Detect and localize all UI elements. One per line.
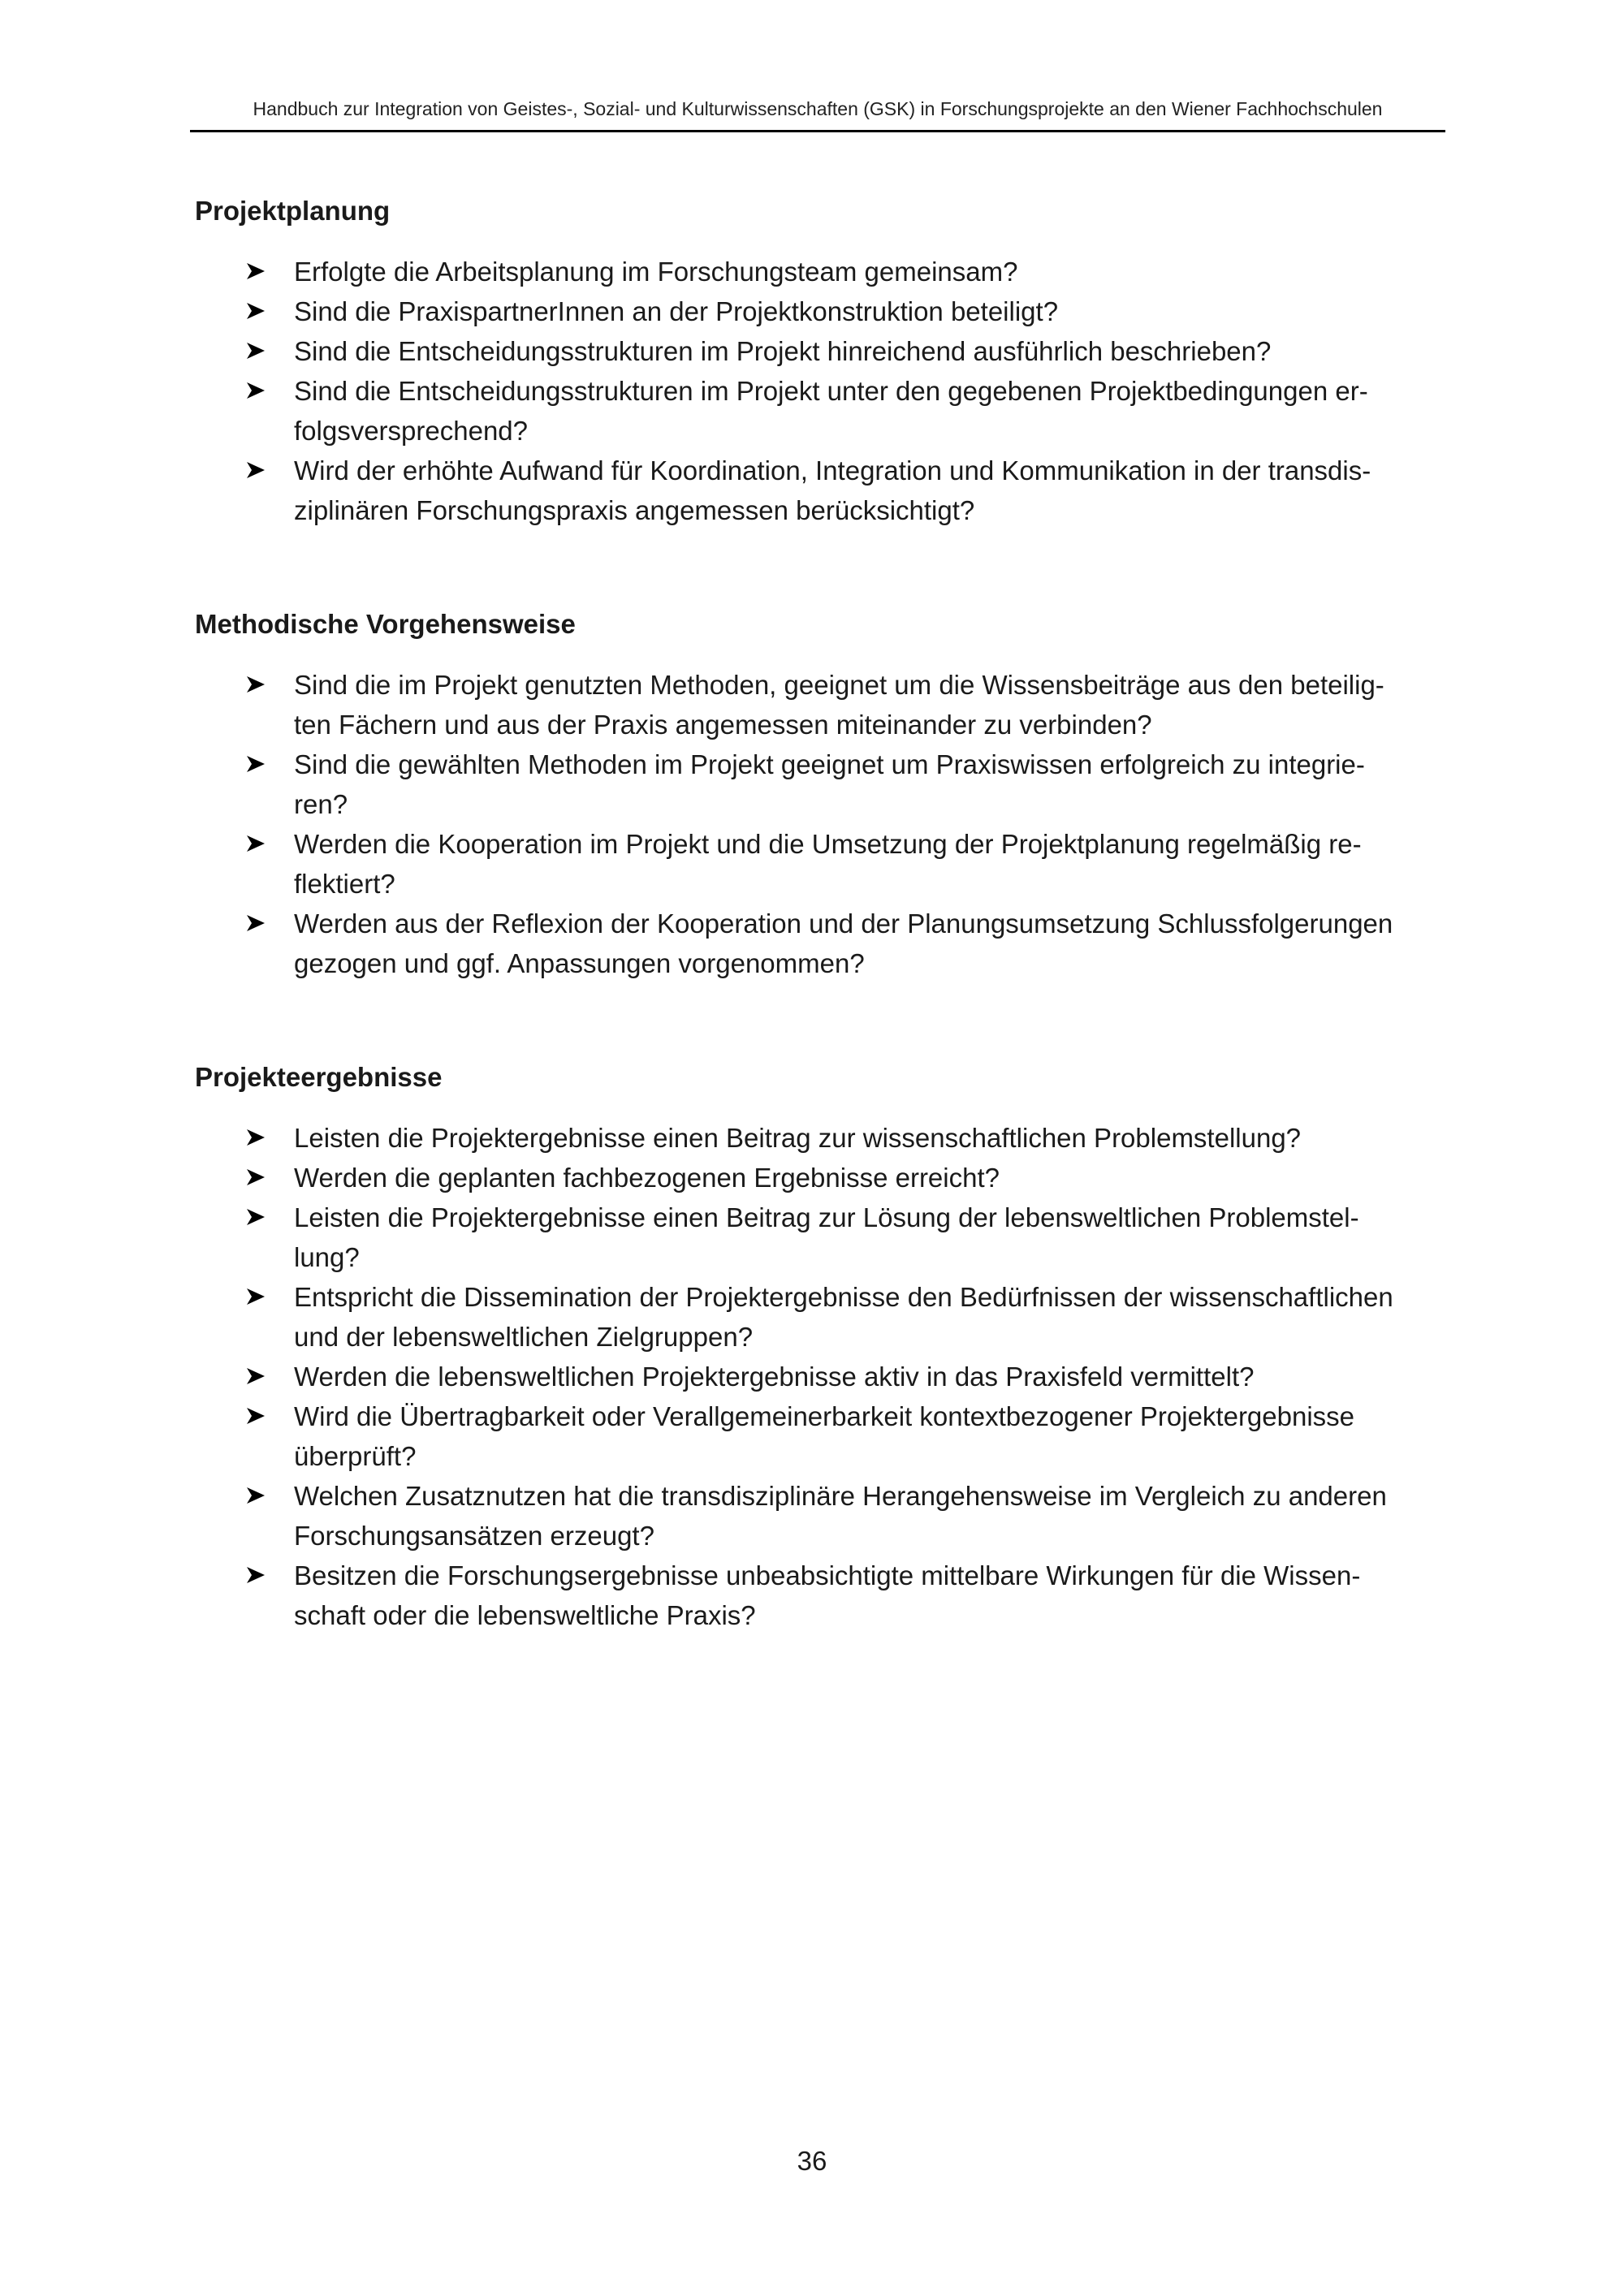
bullet-list: [195, 252, 1445, 530]
arrow-bullet-icon: [245, 904, 268, 943]
arrow-bullet-icon: [245, 1396, 268, 1436]
list-item: Sind die gewählten Methoden im Projekt geeignet um Praxiswissen erfolgreich zu integrie- ren?: [195, 744, 1445, 824]
arrow-bullet-icon: [245, 1556, 268, 1595]
list-item: Wird der erhöhte Aufwand für Koordination, Integration und Kommunikation in der transdis- ziplinären Forschungspraxis angemessen berücksichtigt?: [195, 451, 1445, 530]
list-item: Werden die geplanten fachbezogenen Ergebnisse erreicht?: [195, 1158, 1445, 1198]
bullet-list: [195, 665, 1445, 983]
arrow-bullet-icon: [245, 331, 268, 371]
arrow-bullet-icon: [245, 252, 268, 291]
arrow-bullet-icon: [245, 1158, 268, 1198]
arrow-bullet-icon: [245, 1118, 268, 1158]
bullet-list: [195, 1118, 1445, 1635]
arrow-bullet-icon: [245, 1198, 268, 1237]
arrow-bullet-icon: [245, 371, 268, 411]
list-item: Wird die Übertragbarkeit oder Verallgemeinerbarkeit kontextbezogener Projektergebnisse überprüft?: [195, 1396, 1445, 1476]
list-item: Werden die lebensweltlichen Projektergebnisse aktiv in das Praxisfeld vermittelt?: [195, 1357, 1445, 1396]
arrow-bullet-icon: [245, 824, 268, 864]
list-item: Sind die Entscheidungsstrukturen im Projekt hinreichend ausführlich beschrieben?: [195, 331, 1445, 371]
arrow-bullet-icon: [245, 744, 268, 784]
list-item: Werden aus der Reflexion der Kooperation und der Planungsumsetzung Schlussfolgerungen gezogen und ggf. Anpassungen vorgenommen?: [195, 904, 1445, 983]
arrow-bullet-icon: [245, 665, 268, 705]
section-title: Methodische Vorgehensweise: [195, 609, 576, 639]
list-item: Sind die im Projekt genutzten Methoden, geeignet um die Wissensbeiträge aus den beteilig- ten Fächern und aus der Praxis angemessen miteinander zu verbinden?: [195, 665, 1445, 744]
arrow-bullet-icon: [245, 1476, 268, 1516]
header-title: Handbuch zur Integration von Geistes-, Sozial- und Kulturwissenschaften (GSK) in Forschungsprojekte an den Wiener Fachhochschulen: [253, 98, 1383, 119]
section-methodische-vorgehensweise: [195, 605, 1445, 983]
section-projekteergebnisse: [195, 1058, 1445, 1635]
list-item: Besitzen die Forschungsergebnisse unbeabsichtigte mittelbare Wirkungen für die Wissen- schaft oder die lebensweltliche Praxis?: [195, 1556, 1445, 1635]
arrow-bullet-icon: [245, 1277, 268, 1317]
arrow-bullet-icon: [245, 1357, 268, 1396]
list-item: Leisten die Projektergebnisse einen Beitrag zur Lösung der lebensweltlichen Problemstel- lung?: [195, 1198, 1445, 1277]
list-item: Entspricht die Dissemination der Projektergebnisse den Bedürfnissen der wissenschaftlichen und der lebensweltlichen Zielgruppen?: [195, 1277, 1445, 1357]
list-item: Werden die Kooperation im Projekt und die Umsetzung der Projektplanung regelmäßig re- flektiert?: [195, 824, 1445, 904]
arrow-bullet-icon: [245, 291, 268, 331]
list-item: Erfolgte die Arbeitsplanung im Forschungsteam gemeinsam?: [195, 252, 1445, 291]
document-body: [195, 192, 1445, 1710]
list-item: Leisten die Projektergebnisse einen Beitrag zur wissenschaftlichen Problemstellung?: [195, 1118, 1445, 1158]
section-title: Projekteergebnisse: [195, 1062, 443, 1092]
arrow-bullet-icon: [245, 451, 268, 490]
page-header: [190, 94, 1445, 132]
section-title: Projektplanung: [195, 196, 391, 226]
list-item: Sind die PraxispartnerInnen an der Projektkonstruktion beteiligt?: [195, 291, 1445, 331]
list-item: Welchen Zusatznutzen hat die transdisziplinäre Herangehensweise im Vergleich zu anderen Forschungsansätzen erzeugt?: [195, 1476, 1445, 1556]
list-item: Sind die Entscheidungsstrukturen im Projekt unter den gegebenen Projektbedingungen er- folgsversprechend?: [195, 371, 1445, 451]
section-projektplanung: [195, 192, 1445, 530]
page-number: 36: [797, 2146, 827, 2176]
